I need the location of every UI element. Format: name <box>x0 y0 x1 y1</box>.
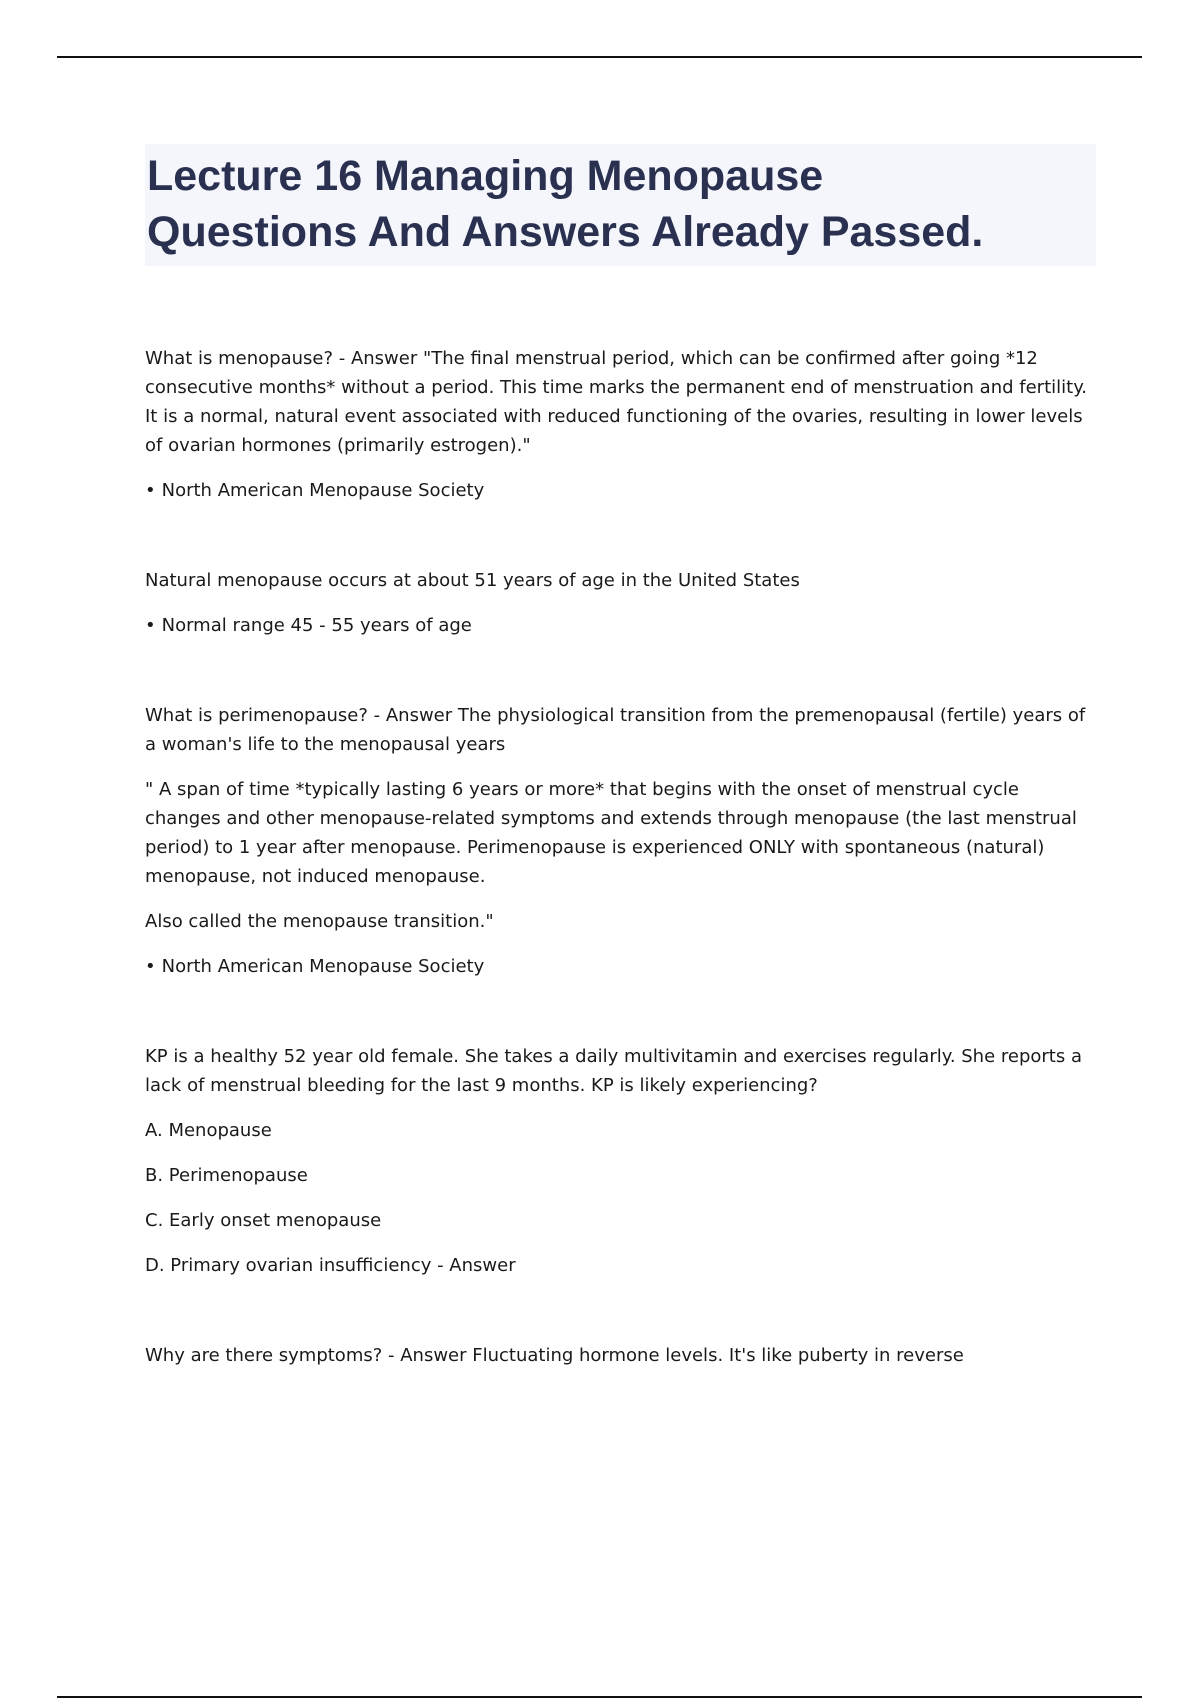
qa-symptoms-answer: Why are there symptoms? - Answer Fluctuating hormone levels. It's like puberty in reverse <box>145 1345 964 1366</box>
section-gap <box>145 1296 1090 1341</box>
section-gap <box>145 997 1090 1042</box>
bottom-rule <box>57 1696 1142 1698</box>
document-title <box>145 144 1096 266</box>
qa-menopause-answer: What is menopause? - Answer "The final menstrual period, which can be confirmed after going *12 consecutive months* without a period. This time marks the permanent end of menstruation and fertility. It is a normal, natural event associated with reduced functioning of the ovaries, resulting in lower levels of ovarian hormones (primarily estrogen)." <box>145 348 1088 456</box>
question-kp: KP is a healthy 52 year old female. She takes a daily multivitamin and exercises regularly. She reports a lack of menstrual bleeding for the last 9 months. KP is likely experiencing? <box>145 1046 1082 1096</box>
option-c: C. Early onset menopause <box>145 1210 382 1231</box>
option-d: D. Primary ovarian insufficiency - Answer <box>145 1255 516 1276</box>
title-line-2: Questions And Answers Already Passed. <box>147 208 984 256</box>
bullet-icon: • <box>145 956 156 977</box>
bullet-icon: • <box>145 615 156 636</box>
source-bullet: • North American Menopause Society <box>145 476 1090 505</box>
title-line-1: Lecture 16 Managing Menopause <box>147 152 824 200</box>
section-gap <box>145 521 1090 566</box>
document-body <box>145 344 1090 1386</box>
fact-bullet: • Normal range 45 - 55 years of age <box>145 611 1090 640</box>
fact-natural-menopause: Natural menopause occurs at about 51 years of age in the United States <box>145 570 800 591</box>
bullet-icon: • <box>145 480 156 501</box>
section-gap <box>145 656 1090 701</box>
option-b: B. Perimenopause <box>145 1165 308 1186</box>
top-rule <box>57 56 1142 58</box>
option-a: A. Menopause <box>145 1120 272 1141</box>
perimenopause-quote: " A span of time *typically lasting 6 years or more* that begins with the onset of menstrual cycle changes and other menopause-related symptoms and extends through menopause (the last menstrual period) to 1 year after menopause. Perimenopause is experienced ONLY with spontaneous (natural) menopause, not induced menopause. <box>145 779 1077 887</box>
qa-perimenopause-answer: What is perimenopause? - Answer The physiological transition from the premenopausal (fertile) years of a woman's life to the menopausal years <box>145 705 1086 755</box>
source-bullet: • North American Menopause Society <box>145 952 1090 981</box>
perimenopause-quote-end: Also called the menopause transition." <box>145 911 494 932</box>
